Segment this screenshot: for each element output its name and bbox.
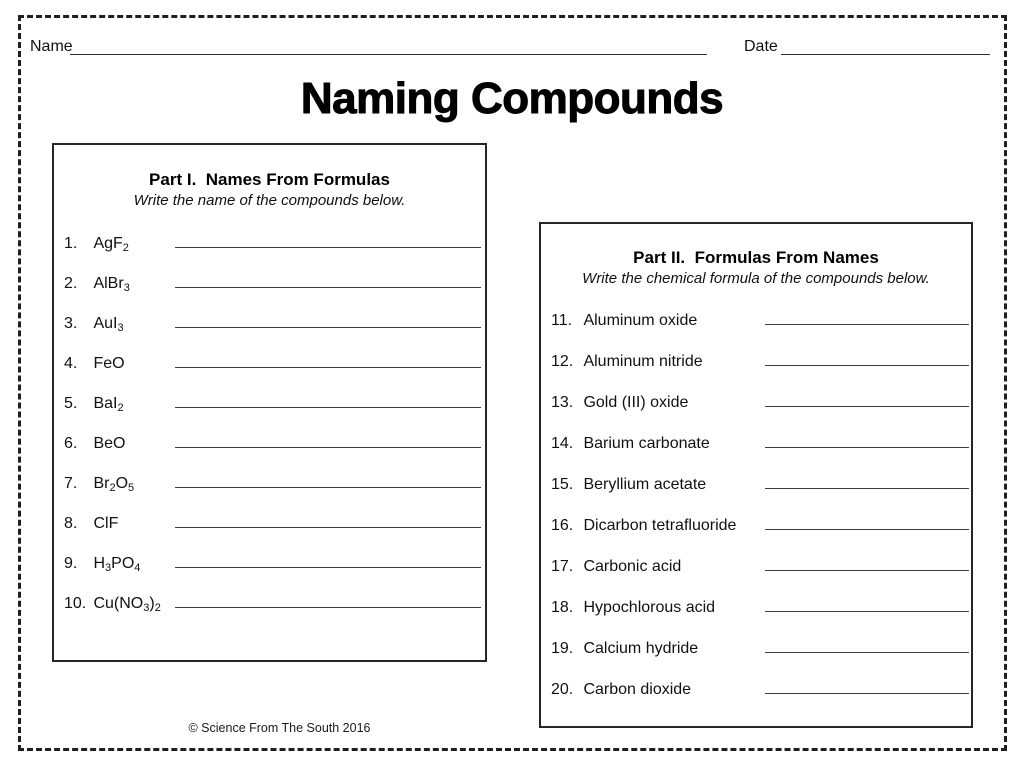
question-number: 19.	[551, 640, 574, 657]
compound-name: Hypochlorous acid	[583, 599, 716, 616]
compound-name: Barium carbonate	[583, 435, 710, 452]
compound-name: Carbon dioxide	[583, 681, 692, 698]
answer-line	[765, 488, 969, 489]
compound-formula: BaI$_2$	[93, 395, 124, 414]
question-number: 18.	[551, 599, 574, 616]
compound-formula: $Cu(NO_3)_2$	[93, 595, 161, 614]
answer-line	[175, 327, 481, 328]
compound-name: Calcium hydride	[583, 640, 699, 657]
answer-line	[765, 324, 969, 325]
question-number: 14.	[551, 435, 574, 452]
compound-formula: $H_3PO_4$	[93, 555, 141, 574]
question-number: 6.	[64, 435, 78, 452]
answer-line	[175, 527, 481, 528]
compound-formula: AlBr$_3$	[93, 275, 130, 294]
question-number: 2.	[64, 275, 78, 292]
question-number: 8.	[64, 515, 78, 532]
compound-name: Beryllium acetate	[583, 476, 707, 493]
answer-line	[175, 567, 481, 568]
question-row	[541, 628, 971, 669]
question-number: 11.	[551, 312, 573, 329]
part2-box	[539, 222, 973, 728]
question-number: 16.	[551, 517, 574, 534]
compound-formula: $Br_2O_5$	[93, 475, 135, 494]
date-line	[781, 54, 990, 55]
compound-formula: AuI$_3$	[93, 315, 124, 334]
answer-line	[765, 570, 969, 571]
question-row	[541, 341, 971, 382]
question-number: 17.	[551, 558, 574, 575]
compound-name: Dicarbon tetrafluoride	[583, 517, 737, 534]
page-title: Naming Compounds	[300, 74, 724, 123]
answer-line	[765, 693, 969, 694]
answer-line	[765, 365, 969, 366]
copyright: © Science From The South 2016	[188, 721, 371, 735]
question-row	[54, 344, 485, 384]
answer-line	[175, 287, 481, 288]
answer-line	[175, 247, 481, 248]
answer-line	[175, 447, 481, 448]
answer-line	[175, 607, 481, 608]
answer-line	[175, 367, 481, 368]
question-row	[54, 424, 485, 464]
question-row	[54, 384, 485, 424]
question-row	[54, 224, 485, 264]
part1-question-list	[54, 224, 485, 624]
question-row	[54, 584, 485, 624]
question-row	[541, 505, 971, 546]
answer-line	[765, 447, 969, 448]
compound-formula: AgF$_2$	[93, 235, 129, 254]
question-number: 20.	[551, 681, 574, 698]
question-number: 7.	[64, 475, 78, 492]
question-row	[541, 669, 971, 710]
answer-line	[765, 611, 969, 612]
question-row	[541, 382, 971, 423]
question-number: 12.	[551, 353, 574, 370]
compound-name: Gold (III) oxide	[583, 394, 689, 411]
question-number: 1.	[64, 235, 78, 252]
question-number: 13.	[551, 394, 574, 411]
question-row	[541, 300, 971, 341]
answer-line	[175, 487, 481, 488]
question-row	[54, 304, 485, 344]
name-line	[70, 54, 707, 55]
part2-title: Part II. Formulas From Names	[633, 248, 879, 267]
question-number: 9.	[64, 555, 78, 572]
compound-formula: ClF	[93, 515, 119, 532]
part1-box	[52, 143, 487, 662]
compound-formula: FeO	[93, 355, 125, 372]
question-number: 10.	[64, 595, 87, 612]
name-label: Name	[30, 38, 73, 55]
question-row	[54, 464, 485, 504]
question-row	[54, 504, 485, 544]
question-row	[54, 544, 485, 584]
question-number: 4.	[64, 355, 78, 372]
compound-formula: BeO	[93, 435, 126, 452]
part2-subtitle: Write the chemical formula of the compounds below.	[582, 270, 930, 287]
question-row	[541, 464, 971, 505]
question-row	[541, 423, 971, 464]
compound-name: Carbonic acid	[583, 558, 682, 575]
question-row	[541, 546, 971, 587]
compound-name: Aluminum oxide	[583, 312, 698, 329]
compound-name: Aluminum nitride	[583, 353, 703, 370]
question-row	[54, 264, 485, 304]
part2-question-list	[541, 300, 971, 710]
part1-title: Part I. Names From Formulas	[149, 170, 390, 189]
question-row	[541, 587, 971, 628]
date-label: Date	[744, 38, 778, 55]
answer-line	[765, 406, 969, 407]
answer-line	[765, 529, 969, 530]
answer-line	[175, 407, 481, 408]
question-number: 5.	[64, 395, 78, 412]
question-number: 3.	[64, 315, 78, 332]
question-number: 15.	[551, 476, 574, 493]
answer-line	[765, 652, 969, 653]
part1-subtitle: Write the name of the compounds below.	[133, 192, 406, 209]
